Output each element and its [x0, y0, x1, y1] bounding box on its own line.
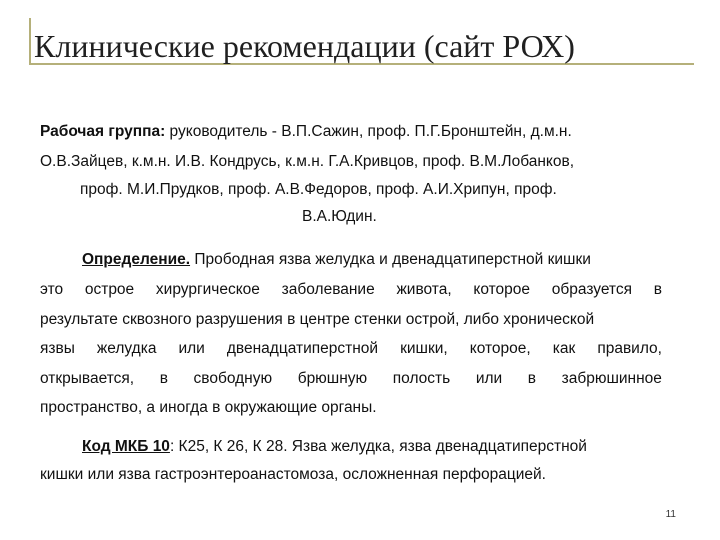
icd-line-1 [82, 437, 587, 457]
word: это [40, 281, 64, 298]
word: открывается, [40, 370, 135, 387]
word: двенадцатиперстной [226, 340, 379, 357]
word: хирургическое [155, 281, 260, 298]
icd-label: Код МКБ 10 [82, 438, 170, 455]
slide-frame-left [29, 18, 31, 64]
word: полость [392, 370, 451, 387]
word: забрюшинное [561, 370, 662, 387]
definition-line-3: результате сквозного разрушения в центре стенки острой, либо хронической [40, 311, 595, 328]
word: в [159, 370, 168, 387]
word: язвы [40, 340, 75, 357]
word: заболевание [281, 281, 375, 298]
word: желудка [96, 340, 157, 357]
word: в [527, 370, 537, 387]
word: брюшную [297, 370, 368, 387]
working-group-line-1 [40, 122, 572, 142]
working-group-line-3: проф. М.И.Прудков, проф. А.В.Федоров, проф. А.И.Хрипун, проф. [80, 181, 557, 198]
word: или [178, 340, 205, 357]
word: или [475, 370, 503, 387]
word: кишки, [400, 340, 448, 357]
icd-line-2: кишки или язва гастроэнтероанастомоза, осложненная перфорацией. [40, 466, 546, 483]
working-group-line-2: О.В.Зайцев, к.м.н. И.В. Кондрусь, к.м.н. Г.А.Кривцов, проф. В.М.Лобанков, [40, 153, 575, 170]
word: образуется [551, 281, 632, 298]
word: свободную [193, 370, 273, 387]
definition-text-1: Прободная язва желудка и двенадцатиперстной кишки [190, 251, 591, 268]
definition-line-4 [40, 339, 662, 359]
working-group-line-4: В.А.Юдин. [302, 208, 377, 225]
working-group-label: Рабочая группа: [40, 123, 166, 140]
working-group-text-1: руководитель - В.П.Сажин, проф. П.Г.Бронштейн, д.м.н. [165, 123, 572, 140]
definition-line-1 [82, 250, 591, 270]
word: которое [473, 281, 531, 298]
word: в [653, 281, 662, 298]
icd-text-1: : К25, К 26, К 28. Язва желудка, язва двенадцатиперстной [169, 438, 587, 455]
page-number: 11 [665, 509, 676, 520]
word: острое [84, 281, 135, 298]
word: которое, [469, 340, 531, 357]
definition-line-5 [40, 369, 662, 389]
definition-line-6: пространство, а иногда в окружающие органы. [40, 399, 377, 416]
definition-line-2 [40, 280, 662, 300]
word: правило, [597, 340, 662, 357]
word: как [552, 340, 576, 357]
definition-label: Определение. [82, 251, 191, 268]
word: живота, [396, 281, 452, 298]
slide-title: Клинические рекомендации (сайт РОХ) [34, 28, 575, 64]
